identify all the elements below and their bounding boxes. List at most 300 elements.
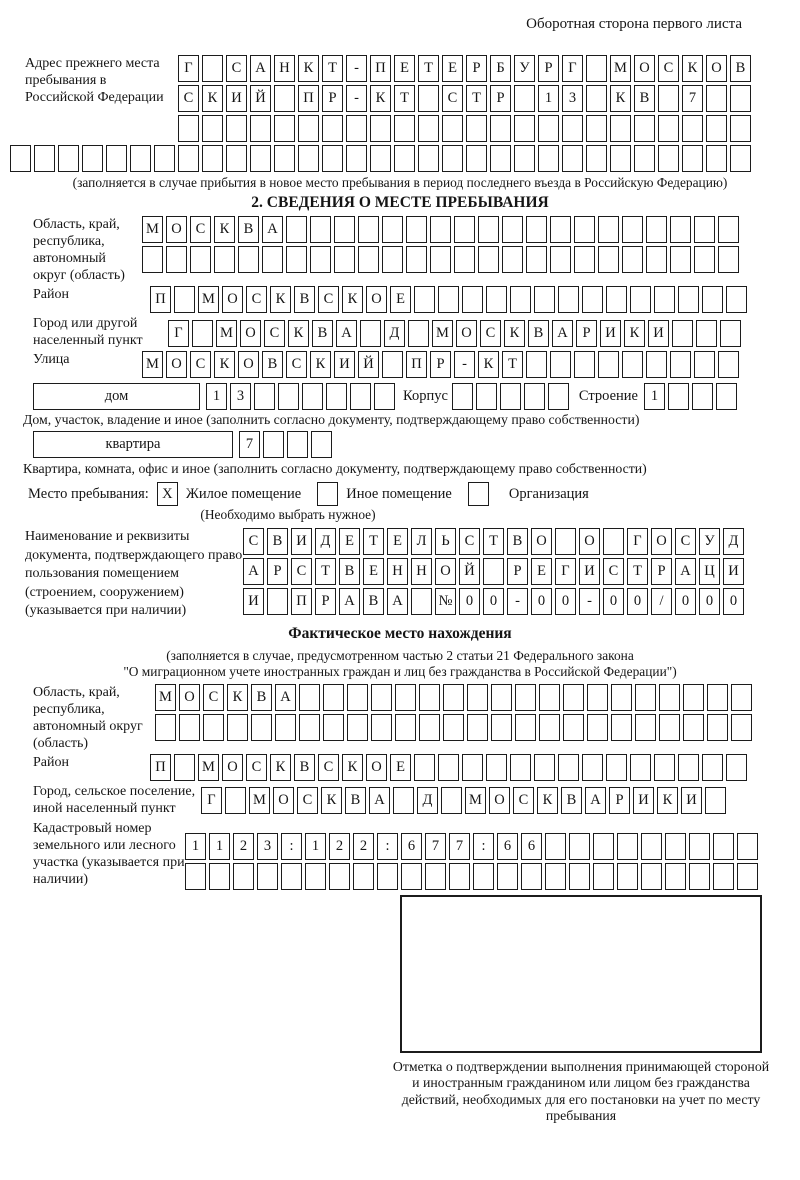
form-cell[interactable] bbox=[395, 684, 416, 711]
form-cell[interactable] bbox=[419, 684, 440, 711]
form-cell[interactable] bbox=[587, 684, 608, 711]
form-cell[interactable] bbox=[586, 85, 607, 112]
form-cell[interactable] bbox=[466, 115, 487, 142]
form-cell[interactable] bbox=[718, 246, 739, 273]
form-cell[interactable] bbox=[467, 684, 488, 711]
form-cell[interactable]: С bbox=[459, 528, 480, 555]
form-cell[interactable] bbox=[202, 145, 223, 172]
form-cell[interactable] bbox=[382, 246, 403, 273]
form-cell[interactable]: 1 bbox=[538, 85, 559, 112]
form-cell[interactable] bbox=[254, 383, 275, 410]
form-cell[interactable]: В bbox=[730, 55, 751, 82]
form-cell[interactable] bbox=[539, 684, 560, 711]
form-cell[interactable]: В bbox=[339, 558, 360, 585]
form-cell[interactable] bbox=[737, 833, 758, 860]
form-cell[interactable]: О bbox=[222, 754, 243, 781]
form-cell[interactable] bbox=[654, 754, 675, 781]
form-cell[interactable] bbox=[298, 145, 319, 172]
form-cell[interactable] bbox=[610, 115, 631, 142]
form-cell[interactable] bbox=[635, 714, 656, 741]
form-cell[interactable] bbox=[142, 246, 163, 273]
form-cell[interactable] bbox=[305, 863, 326, 890]
form-cell[interactable] bbox=[106, 145, 127, 172]
form-cell[interactable]: 0 bbox=[459, 588, 480, 615]
form-cell[interactable]: К bbox=[682, 55, 703, 82]
form-cell[interactable] bbox=[678, 754, 699, 781]
form-cell[interactable]: Й bbox=[250, 85, 271, 112]
form-cell[interactable] bbox=[185, 863, 206, 890]
form-cell[interactable]: Е bbox=[363, 558, 384, 585]
form-cell[interactable] bbox=[58, 145, 79, 172]
form-cell[interactable] bbox=[323, 684, 344, 711]
form-cell[interactable] bbox=[521, 863, 542, 890]
form-cell[interactable]: С bbox=[291, 558, 312, 585]
form-cell[interactable] bbox=[322, 145, 343, 172]
form-cell[interactable] bbox=[226, 115, 247, 142]
form-cell[interactable] bbox=[418, 85, 439, 112]
checkbox-organizatsiya[interactable] bbox=[468, 482, 489, 506]
form-cell[interactable] bbox=[586, 145, 607, 172]
form-cell[interactable] bbox=[467, 714, 488, 741]
form-cell[interactable] bbox=[562, 145, 583, 172]
form-cell[interactable] bbox=[702, 754, 723, 781]
form-cell[interactable] bbox=[298, 115, 319, 142]
form-cell[interactable] bbox=[441, 787, 462, 814]
form-cell[interactable] bbox=[478, 216, 499, 243]
form-cell[interactable]: О bbox=[579, 528, 600, 555]
form-cell[interactable]: К bbox=[270, 286, 291, 313]
form-cell[interactable] bbox=[611, 684, 632, 711]
form-cell[interactable] bbox=[665, 833, 686, 860]
form-cell[interactable] bbox=[702, 286, 723, 313]
form-cell[interactable] bbox=[617, 833, 638, 860]
form-cell[interactable]: Г bbox=[562, 55, 583, 82]
form-cell[interactable] bbox=[682, 145, 703, 172]
form-cell[interactable] bbox=[174, 286, 195, 313]
form-cell[interactable]: Р bbox=[430, 351, 451, 378]
form-cell[interactable] bbox=[227, 714, 248, 741]
form-cell[interactable]: 0 bbox=[675, 588, 696, 615]
form-cell[interactable] bbox=[154, 145, 175, 172]
form-cell[interactable]: С bbox=[442, 85, 463, 112]
form-cell[interactable] bbox=[395, 714, 416, 741]
form-cell[interactable]: О bbox=[166, 216, 187, 243]
form-cell[interactable]: П bbox=[298, 85, 319, 112]
form-cell[interactable] bbox=[635, 684, 656, 711]
form-cell[interactable] bbox=[334, 246, 355, 273]
form-cell[interactable]: Е bbox=[531, 558, 552, 585]
form-cell[interactable] bbox=[250, 145, 271, 172]
form-cell[interactable] bbox=[502, 246, 523, 273]
form-cell[interactable] bbox=[713, 833, 734, 860]
form-cell[interactable]: В bbox=[561, 787, 582, 814]
form-cell[interactable] bbox=[534, 754, 555, 781]
form-cell[interactable]: 2 bbox=[353, 833, 374, 860]
form-cell[interactable] bbox=[563, 714, 584, 741]
form-cell[interactable] bbox=[706, 145, 727, 172]
form-cell[interactable]: О bbox=[706, 55, 727, 82]
form-cell[interactable]: Р bbox=[609, 787, 630, 814]
form-cell[interactable] bbox=[346, 145, 367, 172]
form-cell[interactable]: Е bbox=[390, 754, 411, 781]
form-cell[interactable] bbox=[202, 115, 223, 142]
form-cell[interactable] bbox=[630, 286, 651, 313]
form-cell[interactable]: К bbox=[310, 351, 331, 378]
form-cell[interactable] bbox=[654, 286, 675, 313]
form-cell[interactable]: А bbox=[585, 787, 606, 814]
form-cell[interactable] bbox=[462, 754, 483, 781]
form-cell[interactable]: К bbox=[321, 787, 342, 814]
form-cell[interactable]: М bbox=[198, 286, 219, 313]
form-cell[interactable]: 1 bbox=[185, 833, 206, 860]
form-cell[interactable] bbox=[466, 145, 487, 172]
form-cell[interactable] bbox=[382, 216, 403, 243]
form-cell[interactable]: Г bbox=[555, 558, 576, 585]
form-cell[interactable]: С bbox=[243, 528, 264, 555]
form-cell[interactable] bbox=[502, 216, 523, 243]
form-cell[interactable]: К bbox=[227, 684, 248, 711]
form-cell[interactable] bbox=[586, 55, 607, 82]
form-cell[interactable] bbox=[713, 863, 734, 890]
form-cell[interactable] bbox=[514, 145, 535, 172]
form-cell[interactable] bbox=[706, 85, 727, 112]
form-cell[interactable]: П bbox=[150, 286, 171, 313]
checkbox-inoe[interactable] bbox=[317, 482, 338, 506]
form-cell[interactable] bbox=[419, 714, 440, 741]
form-cell[interactable]: С bbox=[246, 286, 267, 313]
form-cell[interactable]: Р bbox=[651, 558, 672, 585]
form-cell[interactable] bbox=[438, 754, 459, 781]
form-cell[interactable]: К bbox=[624, 320, 645, 347]
form-cell[interactable]: 6 bbox=[401, 833, 422, 860]
form-cell[interactable]: - bbox=[579, 588, 600, 615]
form-cell[interactable]: И bbox=[226, 85, 247, 112]
form-cell[interactable]: Е bbox=[387, 528, 408, 555]
form-cell[interactable]: 0 bbox=[555, 588, 576, 615]
form-cell[interactable] bbox=[689, 863, 710, 890]
form-cell[interactable]: П bbox=[406, 351, 427, 378]
form-cell[interactable]: М bbox=[142, 351, 163, 378]
form-cell[interactable]: К bbox=[202, 85, 223, 112]
form-cell[interactable]: Н bbox=[274, 55, 295, 82]
form-cell[interactable]: К bbox=[270, 754, 291, 781]
form-cell[interactable] bbox=[130, 145, 151, 172]
form-cell[interactable] bbox=[500, 383, 521, 410]
form-cell[interactable]: Д bbox=[384, 320, 405, 347]
form-cell[interactable]: Е bbox=[339, 528, 360, 555]
form-cell[interactable] bbox=[491, 714, 512, 741]
form-cell[interactable] bbox=[360, 320, 381, 347]
form-cell[interactable]: Т bbox=[394, 85, 415, 112]
form-cell[interactable]: П bbox=[150, 754, 171, 781]
form-cell[interactable]: Й bbox=[459, 558, 480, 585]
form-cell[interactable]: С bbox=[658, 55, 679, 82]
form-cell[interactable]: А bbox=[262, 216, 283, 243]
form-cell[interactable] bbox=[659, 684, 680, 711]
form-cell[interactable] bbox=[408, 320, 429, 347]
form-cell[interactable]: М bbox=[432, 320, 453, 347]
form-cell[interactable] bbox=[418, 115, 439, 142]
form-cell[interactable]: 1 bbox=[209, 833, 230, 860]
form-cell[interactable] bbox=[370, 115, 391, 142]
form-cell[interactable] bbox=[646, 351, 667, 378]
form-cell[interactable]: Г bbox=[168, 320, 189, 347]
form-cell[interactable] bbox=[707, 684, 728, 711]
form-cell[interactable] bbox=[526, 351, 547, 378]
form-cell[interactable]: Д bbox=[723, 528, 744, 555]
form-cell[interactable]: А bbox=[552, 320, 573, 347]
form-cell[interactable] bbox=[694, 246, 715, 273]
form-cell[interactable]: 0 bbox=[531, 588, 552, 615]
form-cell[interactable]: К bbox=[657, 787, 678, 814]
form-cell[interactable] bbox=[491, 684, 512, 711]
form-cell[interactable] bbox=[622, 351, 643, 378]
form-cell[interactable] bbox=[550, 246, 571, 273]
form-cell[interactable] bbox=[526, 246, 547, 273]
form-cell[interactable]: Р bbox=[466, 55, 487, 82]
form-cell[interactable]: К bbox=[342, 754, 363, 781]
form-cell[interactable] bbox=[262, 246, 283, 273]
form-cell[interactable]: Д bbox=[315, 528, 336, 555]
form-cell[interactable] bbox=[483, 558, 504, 585]
form-cell[interactable]: О bbox=[366, 286, 387, 313]
form-cell[interactable] bbox=[310, 216, 331, 243]
form-cell[interactable]: 3 bbox=[257, 833, 278, 860]
form-cell[interactable] bbox=[574, 246, 595, 273]
form-cell[interactable]: О bbox=[238, 351, 259, 378]
form-cell[interactable] bbox=[209, 863, 230, 890]
form-cell[interactable] bbox=[442, 145, 463, 172]
form-cell[interactable] bbox=[443, 714, 464, 741]
form-cell[interactable]: С bbox=[318, 286, 339, 313]
form-cell[interactable] bbox=[174, 754, 195, 781]
form-cell[interactable] bbox=[689, 833, 710, 860]
form-cell[interactable] bbox=[611, 714, 632, 741]
form-cell[interactable] bbox=[658, 85, 679, 112]
form-cell[interactable]: К bbox=[370, 85, 391, 112]
form-cell[interactable] bbox=[569, 833, 590, 860]
form-cell[interactable] bbox=[257, 863, 278, 890]
form-cell[interactable] bbox=[263, 431, 284, 458]
form-cell[interactable] bbox=[394, 115, 415, 142]
form-cell[interactable]: О bbox=[489, 787, 510, 814]
form-cell[interactable] bbox=[473, 863, 494, 890]
form-cell[interactable] bbox=[452, 383, 473, 410]
form-cell[interactable]: С bbox=[203, 684, 224, 711]
form-cell[interactable] bbox=[550, 351, 571, 378]
form-cell[interactable]: 0 bbox=[723, 588, 744, 615]
form-cell[interactable] bbox=[155, 714, 176, 741]
form-cell[interactable]: Н bbox=[411, 558, 432, 585]
form-cell[interactable] bbox=[672, 320, 693, 347]
form-cell[interactable]: У bbox=[514, 55, 535, 82]
form-cell[interactable]: 1 bbox=[305, 833, 326, 860]
form-cell[interactable]: - bbox=[507, 588, 528, 615]
form-cell[interactable]: И bbox=[579, 558, 600, 585]
form-cell[interactable]: К bbox=[478, 351, 499, 378]
form-cell[interactable] bbox=[731, 714, 752, 741]
form-cell[interactable] bbox=[486, 286, 507, 313]
form-cell[interactable]: О bbox=[634, 55, 655, 82]
form-cell[interactable] bbox=[659, 714, 680, 741]
form-cell[interactable]: А bbox=[339, 588, 360, 615]
form-cell[interactable]: К bbox=[214, 216, 235, 243]
form-cell[interactable] bbox=[226, 145, 247, 172]
form-cell[interactable]: М bbox=[216, 320, 237, 347]
form-cell[interactable]: Е bbox=[394, 55, 415, 82]
form-cell[interactable] bbox=[411, 588, 432, 615]
form-cell[interactable]: И bbox=[723, 558, 744, 585]
form-cell[interactable] bbox=[281, 863, 302, 890]
form-cell[interactable]: Р bbox=[576, 320, 597, 347]
form-cell[interactable]: Р bbox=[267, 558, 288, 585]
form-cell[interactable] bbox=[393, 787, 414, 814]
form-cell[interactable]: Ь bbox=[435, 528, 456, 555]
form-cell[interactable] bbox=[670, 246, 691, 273]
form-cell[interactable]: - bbox=[346, 85, 367, 112]
form-cell[interactable] bbox=[299, 714, 320, 741]
form-cell[interactable] bbox=[593, 833, 614, 860]
form-cell[interactable]: С bbox=[675, 528, 696, 555]
form-cell[interactable] bbox=[668, 383, 689, 410]
form-cell[interactable] bbox=[287, 431, 308, 458]
form-cell[interactable]: Т bbox=[466, 85, 487, 112]
form-cell[interactable] bbox=[526, 216, 547, 243]
form-cell[interactable] bbox=[490, 145, 511, 172]
form-cell[interactable]: Е bbox=[390, 286, 411, 313]
form-cell[interactable] bbox=[490, 115, 511, 142]
form-cell[interactable]: - bbox=[346, 55, 367, 82]
form-cell[interactable] bbox=[534, 286, 555, 313]
form-cell[interactable] bbox=[311, 431, 332, 458]
form-cell[interactable]: 1 bbox=[644, 383, 665, 410]
form-cell[interactable]: С bbox=[190, 216, 211, 243]
form-cell[interactable]: А bbox=[243, 558, 264, 585]
form-cell[interactable]: В bbox=[267, 528, 288, 555]
form-cell[interactable]: У bbox=[699, 528, 720, 555]
form-cell[interactable] bbox=[730, 145, 751, 172]
form-cell[interactable]: 3 bbox=[562, 85, 583, 112]
form-cell[interactable]: 6 bbox=[497, 833, 518, 860]
form-cell[interactable]: К bbox=[342, 286, 363, 313]
form-cell[interactable]: Т bbox=[502, 351, 523, 378]
form-cell[interactable] bbox=[430, 246, 451, 273]
form-cell[interactable] bbox=[476, 383, 497, 410]
form-cell[interactable]: 7 bbox=[682, 85, 703, 112]
form-cell[interactable]: А bbox=[336, 320, 357, 347]
form-cell[interactable] bbox=[497, 863, 518, 890]
form-cell[interactable]: Т bbox=[418, 55, 439, 82]
form-cell[interactable]: А bbox=[250, 55, 271, 82]
form-cell[interactable] bbox=[454, 216, 475, 243]
form-cell[interactable] bbox=[192, 320, 213, 347]
form-cell[interactable]: И bbox=[334, 351, 355, 378]
form-cell[interactable]: 7 bbox=[239, 431, 260, 458]
form-cell[interactable] bbox=[406, 246, 427, 273]
form-cell[interactable] bbox=[443, 684, 464, 711]
form-cell[interactable] bbox=[322, 115, 343, 142]
form-cell[interactable] bbox=[694, 216, 715, 243]
form-cell[interactable] bbox=[634, 115, 655, 142]
form-cell[interactable] bbox=[418, 145, 439, 172]
form-cell[interactable] bbox=[462, 286, 483, 313]
form-cell[interactable] bbox=[347, 714, 368, 741]
form-cell[interactable] bbox=[646, 246, 667, 273]
form-cell[interactable] bbox=[720, 320, 741, 347]
form-cell[interactable] bbox=[641, 833, 662, 860]
form-cell[interactable]: А bbox=[275, 684, 296, 711]
form-cell[interactable] bbox=[694, 351, 715, 378]
form-cell[interactable] bbox=[438, 286, 459, 313]
form-cell[interactable]: Т bbox=[363, 528, 384, 555]
form-cell[interactable]: А bbox=[387, 588, 408, 615]
form-cell[interactable] bbox=[358, 216, 379, 243]
form-cell[interactable]: Л bbox=[411, 528, 432, 555]
form-cell[interactable] bbox=[514, 115, 535, 142]
form-cell[interactable] bbox=[310, 246, 331, 273]
form-cell[interactable] bbox=[634, 145, 655, 172]
form-cell[interactable]: П bbox=[291, 588, 312, 615]
form-cell[interactable] bbox=[569, 863, 590, 890]
form-cell[interactable]: В bbox=[294, 286, 315, 313]
form-cell[interactable]: О bbox=[179, 684, 200, 711]
form-cell[interactable] bbox=[326, 383, 347, 410]
form-cell[interactable] bbox=[275, 714, 296, 741]
form-cell[interactable] bbox=[190, 246, 211, 273]
form-cell[interactable]: О bbox=[531, 528, 552, 555]
form-cell[interactable] bbox=[726, 286, 747, 313]
form-cell[interactable]: В bbox=[345, 787, 366, 814]
form-cell[interactable] bbox=[425, 863, 446, 890]
form-cell[interactable]: С bbox=[297, 787, 318, 814]
form-cell[interactable]: И bbox=[291, 528, 312, 555]
form-cell[interactable]: О bbox=[222, 286, 243, 313]
form-cell[interactable]: М bbox=[142, 216, 163, 243]
form-cell[interactable] bbox=[323, 714, 344, 741]
form-cell[interactable]: 7 bbox=[425, 833, 446, 860]
form-cell[interactable] bbox=[233, 863, 254, 890]
form-cell[interactable] bbox=[539, 714, 560, 741]
form-cell[interactable] bbox=[515, 684, 536, 711]
form-cell[interactable] bbox=[34, 145, 55, 172]
form-cell[interactable] bbox=[593, 863, 614, 890]
form-cell[interactable]: 2 bbox=[329, 833, 350, 860]
form-cell[interactable] bbox=[382, 351, 403, 378]
form-cell[interactable]: Г bbox=[627, 528, 648, 555]
form-cell[interactable]: С bbox=[480, 320, 501, 347]
form-cell[interactable]: / bbox=[651, 588, 672, 615]
form-cell[interactable]: С bbox=[246, 754, 267, 781]
form-cell[interactable]: Й bbox=[358, 351, 379, 378]
form-cell[interactable] bbox=[737, 863, 758, 890]
form-cell[interactable] bbox=[730, 115, 751, 142]
form-cell[interactable] bbox=[646, 216, 667, 243]
form-cell[interactable]: В bbox=[294, 754, 315, 781]
form-cell[interactable] bbox=[678, 286, 699, 313]
form-cell[interactable]: 6 bbox=[521, 833, 542, 860]
form-cell[interactable] bbox=[622, 246, 643, 273]
form-cell[interactable] bbox=[574, 216, 595, 243]
form-cell[interactable]: Д bbox=[417, 787, 438, 814]
form-cell[interactable] bbox=[454, 246, 475, 273]
form-cell[interactable] bbox=[203, 714, 224, 741]
form-cell[interactable] bbox=[299, 684, 320, 711]
form-cell[interactable]: В bbox=[634, 85, 655, 112]
form-cell[interactable]: С bbox=[603, 558, 624, 585]
form-cell[interactable]: П bbox=[370, 55, 391, 82]
form-cell[interactable] bbox=[692, 383, 713, 410]
form-cell[interactable] bbox=[178, 145, 199, 172]
